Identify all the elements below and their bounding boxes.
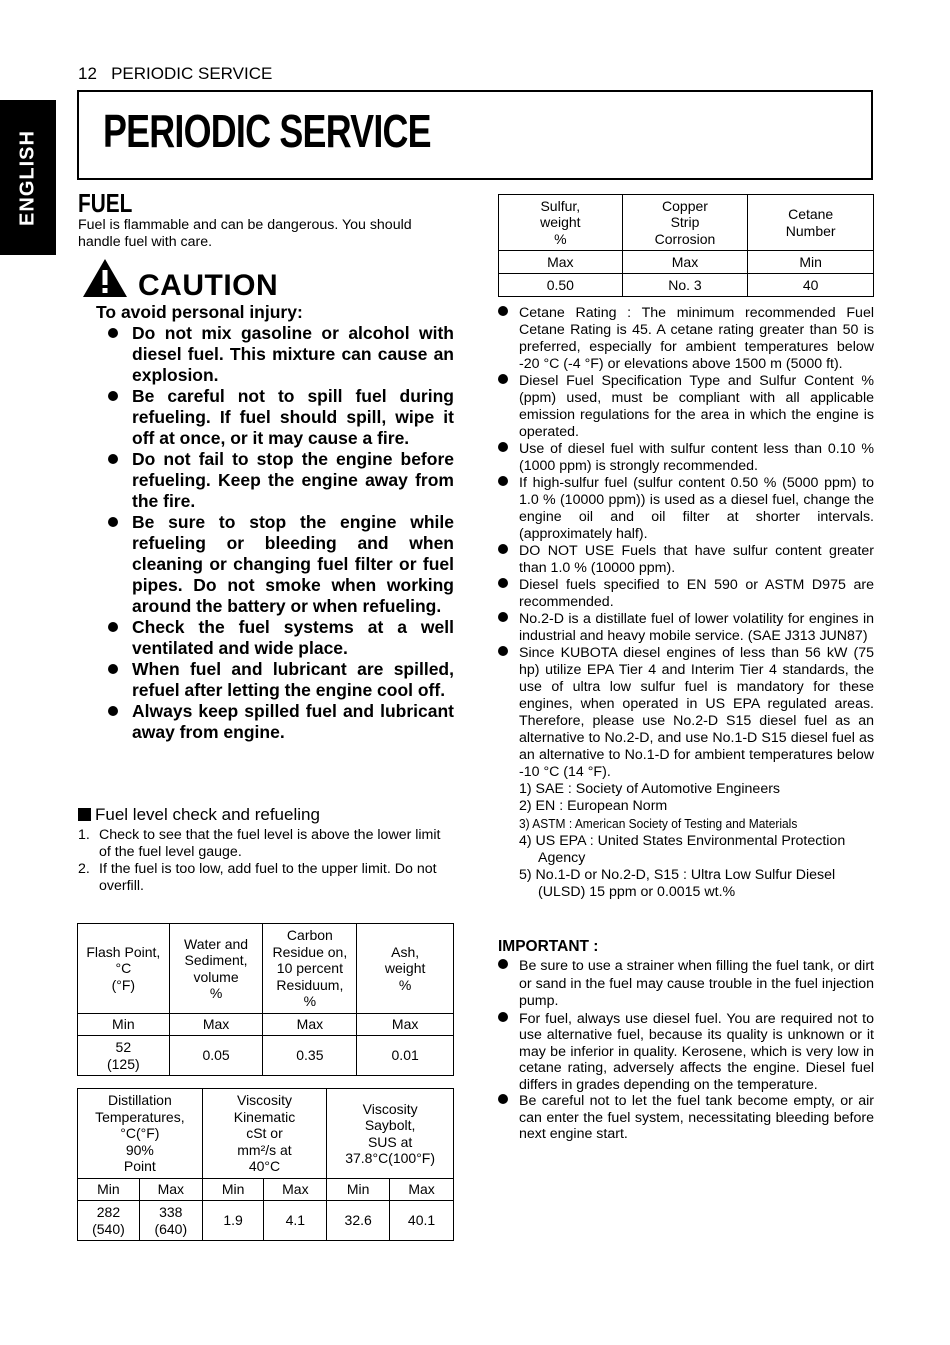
fuel-check-steps [78, 827, 454, 895]
list-item: For fuel, always use diesel fuel. You are required not to use alternative fuel, because its quality is unknown or it may be inferior in quality. Kerosene, which is very low in cetane rating, adversely affects the engine. Diesel fuel differs in grades depending on the temperature. [498, 1011, 874, 1094]
caution-item: Be sure to stop the engine while refueling or bleeding and when cleaning or changing fuel filter or fuel pipes. Do not smoke when working around the battery or when refueling. [108, 512, 454, 617]
table-cell: Min [748, 251, 874, 274]
list-item: Be careful not to let the fuel tank become empty, or air can enter the fuel system, necessitating bleeding before next engine start. [498, 1093, 874, 1143]
abbreviation-item: 4) US EPA : United States Environmental Protection Agency [519, 833, 846, 866]
table-cell: 40 [748, 274, 874, 297]
table-cell: 32.6 [327, 1201, 390, 1241]
caution-item: Always keep spilled fuel and lubricant away from engine. [108, 701, 454, 743]
list-item: If high-sulfur fuel (sulfur content 0.50 % (5000 ppm) to 1.0 % (10000 ppm)) is used as a diesel fuel, change the engine oil and oil filter at shorter intervals. (approximately half). [498, 475, 874, 543]
table-header-cell: Ash, weight % [357, 924, 454, 1014]
table-header-cell: Water and Sediment, volume % [169, 924, 263, 1014]
table-cell: 40.1 [390, 1201, 454, 1241]
caution-list [96, 302, 454, 743]
table-cell: 0.05 [169, 1036, 263, 1076]
table-cell: Min [202, 1179, 264, 1201]
title-box [77, 90, 873, 180]
table-cell: Max [357, 1014, 454, 1036]
table-cell: 0.35 [263, 1036, 357, 1076]
caution-intro: To avoid personal injury: [96, 302, 303, 322]
table-cell: 1.9 [202, 1201, 264, 1241]
fuel-spec-table-3 [498, 194, 874, 297]
list-item: No.2-D is a distillate fuel of lower volatility for engines in industrial and heavy mobile service. (SAE J313 JUN87) [498, 611, 874, 645]
table-cell: Max [499, 251, 623, 274]
caution-label: CAUTION [138, 269, 279, 302]
list-item: Be sure to use a strainer when filling the fuel tank, or dirt or sand in the fuel may cause trouble in the fuel injection pump. [498, 958, 874, 1011]
table-cell: Max [390, 1179, 454, 1201]
caution-item: When fuel and lubricant are spilled, refuel after letting the engine cool off. [108, 659, 454, 701]
table-header-cell: Sulfur, weight % [499, 195, 623, 251]
list-item: Use of diesel fuel with sulfur content less than 0.10 % (1000 ppm) is strongly recommended. [498, 441, 874, 475]
table-cell: Max [622, 251, 748, 274]
caution-item: Check the fuel systems at a well ventilated and wide place. [108, 617, 454, 659]
page-header: 12 PERIODIC SERVICE [78, 64, 273, 83]
table-cell: 52 (125) [78, 1036, 170, 1076]
list-item: DO NOT USE Fuels that have sulfur content greater than 1.0 % (10000 ppm). [498, 543, 874, 577]
fuel-spec-table-1 [77, 923, 454, 1076]
language-tab-label: ENGLISH [16, 129, 39, 226]
section-heading: FUEL [78, 188, 133, 218]
list-item: Since KUBOTA diesel engines of less than 56 kW (75 hp) utilize EPA Tier 4 and Interim Tier 4 standards, the use of ultra low sulfur fuel is mandatory for these engines, when operated in US EPA regulated areas. Therefore, please use No.2-D S15 diesel fuel as an alternative to No.2-D, and use No.1-D S15 diesel fuel as an alternative to No.1-D for ambient temperatures below -10 °C (14 °F). [498, 645, 874, 781]
abbreviation-item: 5) No.1-D or No.2-D, S15 : Ultra Low Sulfur Diesel (ULSD) 15 ppm or 0.0015 wt.% [519, 867, 836, 900]
table-cell: Min [78, 1179, 140, 1201]
table-cell: Max [263, 1014, 357, 1036]
fuel-notes-list [498, 305, 874, 901]
abbreviation-item: 2) EN : European Norm [519, 798, 668, 814]
warning-icon [82, 257, 128, 299]
step-item: 2. If the fuel is too low, add fuel to the upper limit. Do not overfill. [78, 861, 437, 894]
language-tab [0, 100, 56, 255]
table-cell: No. 3 [622, 274, 748, 297]
table-cell: Max [169, 1014, 263, 1036]
table-cell: 338 (640) [139, 1201, 202, 1241]
table-cell: Max [139, 1179, 202, 1201]
table-cell: 0.50 [499, 274, 623, 297]
square-bullet-icon [78, 808, 91, 821]
list-item: Diesel Fuel Specification Type and Sulfur Content % (ppm) used, must be compliant with all applicable emission regulations for the area in which the engine is operated. [498, 373, 874, 441]
step-item: 1. Check to see that the fuel level is above the lower limit of the fuel level gauge. [78, 827, 441, 860]
section-intro: Fuel is flammable and can be dangerous. You should handle fuel with care. [78, 217, 412, 250]
table-header-cell: Flash Point, °C (°F) [78, 924, 170, 1014]
table-header-cell: Distillation Temperatures, °C(°F) 90% Point [78, 1089, 203, 1179]
caution-header [82, 257, 382, 303]
table-cell: Min [327, 1179, 390, 1201]
fuel-spec-table-2 [77, 1088, 454, 1241]
list-item: Cetane Rating : The minimum recommended Fuel Cetane Rating is 45. A cetane rating greater than 50 is preferred, especially for ambient temperatures below -20 °C (-4 °F) or elevations above 1500 m (5000 ft). [498, 305, 874, 373]
caution-item: Be careful not to spill fuel during refueling. If fuel should spill, wipe it off at once, or it may cause a fire. [108, 386, 454, 449]
page-title: PERIODIC SERVICE [103, 105, 431, 157]
table-header-cell: Viscosity Kinematic cSt or mm²/s at 40°C [202, 1089, 327, 1179]
important-heading: IMPORTANT : [498, 938, 599, 955]
table-header-cell: Carbon Residue on, 10 percent Residuum, % [263, 924, 357, 1014]
abbreviation-item: 1) SAE : Society of Automotive Engineers [519, 781, 781, 797]
table-cell: 0.01 [357, 1036, 454, 1076]
table-cell: Min [78, 1014, 170, 1036]
caution-item: Do not mix gasoline or alcohol with diesel fuel. This mixture can cause an explosion. [108, 323, 454, 386]
table-cell: 4.1 [264, 1201, 327, 1241]
table-cell: 282 (540) [78, 1201, 140, 1241]
table-header-cell: Copper Strip Corrosion [622, 195, 748, 251]
fuel-check-heading: Fuel level check and refueling [78, 805, 320, 825]
table-header-cell: Viscosity Saybolt, SUS at 37.8°C(100°F) [327, 1089, 454, 1179]
caution-item: Do not fail to stop the engine before refueling. Keep the engine away from the fire. [108, 449, 454, 512]
abbreviation-item: 3) ASTM : American Society of Testing and Materials [519, 816, 798, 831]
table-header-cell: Cetane Number [748, 195, 874, 251]
important-list [498, 958, 874, 1143]
list-item: Diesel fuels specified to EN 590 or ASTM D975 are recommended. [498, 577, 874, 611]
table-cell: Max [264, 1179, 327, 1201]
